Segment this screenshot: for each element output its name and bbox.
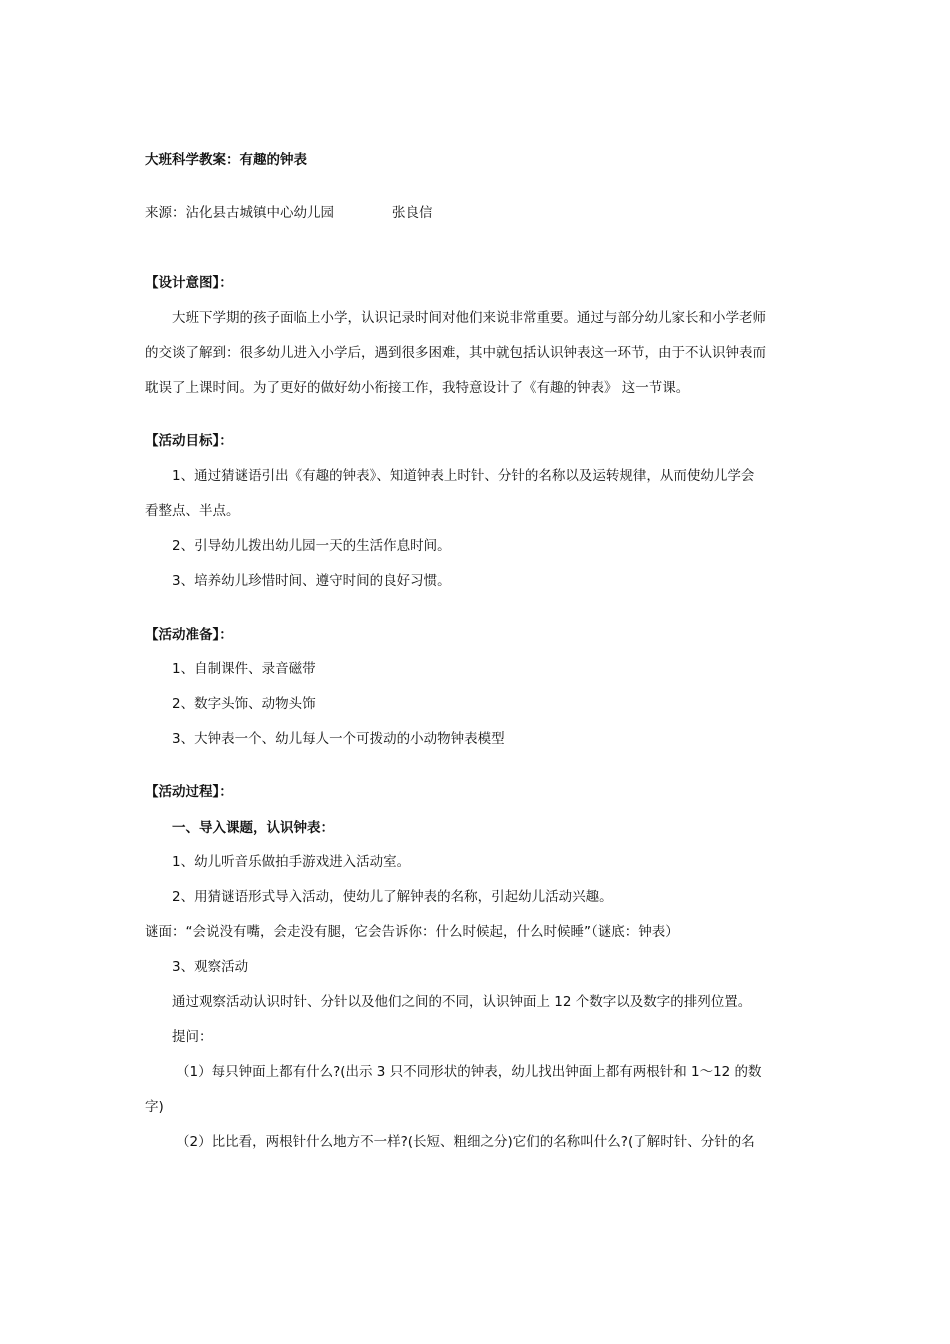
- prep-heading: 【活动准备】：: [145, 627, 233, 643]
- prep-item: 1、自制课件、录音磁带: [172, 661, 316, 677]
- goal-item: 1、通过猜谜语引出《有趣的钟表》、知道钟表上时针、分针的名称以及运转规律，从而使幼儿学会: [172, 468, 755, 484]
- process-subheading: 一、导入课题，认识钟表：: [172, 820, 334, 836]
- prep-item: 2、数字头饰、动物头饰: [172, 696, 316, 712]
- source-label: 来源：沾化县古城镇中心幼儿园: [145, 205, 334, 221]
- design-paragraph-line: 耽误了上课时间。为了更好的做好幼小衔接工作，我特意设计了《有趣的钟表》 这一节课。: [145, 380, 690, 396]
- riddle-text: 谜面：“会说没有嘴，会走没有腿，它会告诉你：什么时候起，什么时候睡”（谜底：钟表）: [145, 924, 679, 940]
- process-step: 1、幼儿听音乐做拍手游戏进入活动室。: [172, 854, 411, 870]
- question-item: （1）每只钟面上都有什么?(出示 3 只不同形状的钟表，幼儿找出钟面上都有两根针和 1～12 的数: [176, 1064, 762, 1080]
- design-paragraph-line: 大班下学期的孩子面临上小学，认识记录时间对他们来说非常重要。通过与部分幼儿家长和小学老师: [172, 310, 766, 326]
- design-heading: 【设计意图】：: [145, 275, 233, 291]
- process-step-detail: 通过观察活动认识时针、分针以及他们之间的不同，认识钟面上 12 个数字以及数字的排列位置。: [172, 994, 752, 1010]
- question-item: （2）比比看，两根针什么地方不一样?(长短、粗细之分)它们的名称叫什么?(了解时针、分针的名: [176, 1134, 755, 1150]
- design-paragraph-line: 的交谈了解到：很多幼儿进入小学后，遇到很多困难，其中就包括认识钟表这一环节，由于不认识钟表而: [145, 345, 766, 361]
- prep-item: 3、大钟表一个、幼儿每人一个可拨动的小动物钟表模型: [172, 731, 505, 747]
- process-heading: 【活动过程】：: [145, 784, 233, 800]
- process-step: 2、用猜谜语形式导入活动，使幼儿了解钟表的名称，引起幼儿活动兴趣。: [172, 889, 613, 905]
- author-name: 张良信: [392, 205, 433, 221]
- process-step: 3、观察活动: [172, 959, 249, 975]
- question-label: 提问：: [172, 1029, 213, 1045]
- document-title: 大班科学教案：有趣的钟表: [145, 152, 307, 168]
- goal-item: 3、培养幼儿珍惜时间、遵守时间的良好习惯。: [172, 573, 451, 589]
- goal-item: 2、引导幼儿拨出幼儿园一天的生活作息时间。: [172, 538, 451, 554]
- question-item-continuation: 字): [145, 1099, 164, 1115]
- goal-item-continuation: 看整点、半点。: [145, 503, 240, 519]
- goals-heading: 【活动目标】：: [145, 433, 233, 449]
